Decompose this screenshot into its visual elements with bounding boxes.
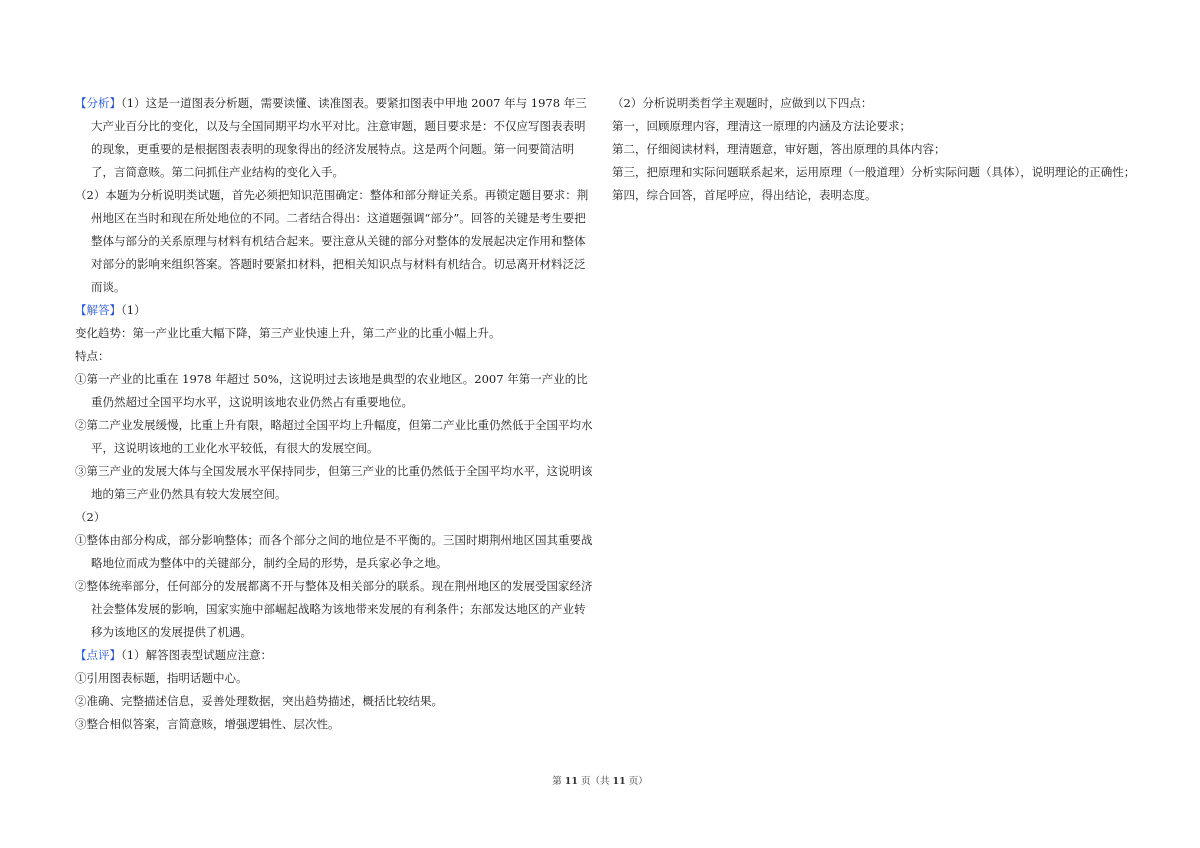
answer-point-2: ②整体统率部分，任何部分的发展都离不开与整体及相关部分的联系。现在荆州地区的发展受国家经济社会整体发展的影响，国家实施中部崛起战略为该地带来发展的有利条件；东部发达地区的产业转移为该地区的发展提供了机遇。	[75, 579, 593, 639]
answer-feature-2: ②第二产业发展缓慢，比重上升有限，略超过全国平均上升幅度，但第二产业比重仍然低于全国平均水平，这说明该地的工业化水平较低，有很大的发展空间。	[75, 418, 593, 455]
answer-feature-1: ①第一产业的比重在 1978 年超过 50%，这说明过去该地是典型的农业地区。2007 年第一产业的比重仍然超过全国平均水平，这说明该地农业仍然占有重要地位。	[75, 372, 588, 409]
footer-mid: 页（共	[577, 776, 613, 787]
method-step-3: 第三，把原理和实际问题联系起来，运用原理（一般道理）分析实际问题（具体），说明理论的正确性；	[612, 165, 1136, 179]
page-footer	[0, 776, 1200, 788]
footer-suffix: 页）	[625, 776, 648, 787]
comment-point-1: ①引用图表标题，指明话题中心。	[75, 671, 248, 685]
method-step-4: 第四，综合回答，首尾呼应，得出结论，表明态度。	[612, 188, 877, 202]
comment-label: 【点评】	[75, 648, 121, 662]
method-step-2: 第二，仔细阅读材料，理清题意，审好题，答出原理的具体内容；	[612, 142, 946, 156]
answer-label: 【解答】	[75, 303, 121, 317]
analysis-part1-text: （1）这是一道图表分析题，需要读懂、读准图表。要紧扣图表中甲地 2007 年与 1978 年三大产业百分比的变化，以及与全国同期平均水平对比。注意审题，题目要求是：不仅应写图表表明的现象，更重要的是根据图表表明的现象得出的经济发展特点。这是两个问题。第一问要简洁明了，言简意赅。第二问抓住产业结构的变化入手。	[91, 96, 587, 179]
method-step-1: 第一，回顾原理内容，理清这一原理的内涵及方法论要求；	[612, 119, 911, 133]
analysis-label: 【分析】	[75, 96, 121, 110]
analysis-part1	[75, 92, 595, 184]
footer-total-pages: 11	[612, 776, 626, 787]
answer-feature-3: ③第三产业的发展大体与全国发展水平保持同步，但第三产业的比重仍然低于全国平均水平，这说明该地的第三产业仍然具有较大发展空间。	[75, 464, 593, 501]
footer-page-number: 11	[564, 776, 578, 787]
comment-intro: （1）解答图表型试题应注意：	[121, 648, 273, 662]
right-column	[612, 92, 1137, 207]
answer-trend: 变化趋势：第一产业比重大幅下降，第三产业快速上升，第二产业的比重小幅上升。	[75, 326, 501, 340]
method-intro: （2）分析说明类哲学主观题时，应做到以下四点：	[612, 96, 873, 110]
comment-heading	[75, 644, 595, 667]
answer-heading	[75, 299, 595, 322]
comment-point-2: ②准确、完整描述信息，妥善处理数据，突出趋势描述，概括比较结果。	[75, 694, 443, 708]
analysis-part2: （2）本题为分析说明类试题，首先必须把知识范围确定：整体和部分辩证关系。再锁定题目要求：荆州地区在当时和现在所处地位的不同。二者结合得出：这道题强调“部分”。回答的关键是考生要把整体与部分的关系原理与材料有机结合起来。要注意从关键的部分对整体的发展起决定作用和整体对部分的影响来组织答案。答题时要紧扣材料，把相关知识点与材料有机结合。切忌离开材料泛泛而谈。	[75, 188, 589, 294]
comment-point-3: ③整合相似答案，言简意赅，增强逻辑性、层次性。	[75, 717, 340, 731]
answer-point-1: ①整体由部分构成，部分影响整体；而各个部分之间的地位是不平衡的。三国时期荆州地区国其重要战略地位而成为整体中的关键部分，制约全局的形势，是兵家必争之地。	[75, 533, 593, 570]
answer-part1-marker: （1）	[121, 303, 146, 317]
footer-prefix: 第	[552, 776, 565, 787]
answer-features-label: 特点：	[75, 349, 110, 363]
answer-part2-marker: （2）	[75, 510, 106, 524]
left-column	[75, 92, 595, 736]
